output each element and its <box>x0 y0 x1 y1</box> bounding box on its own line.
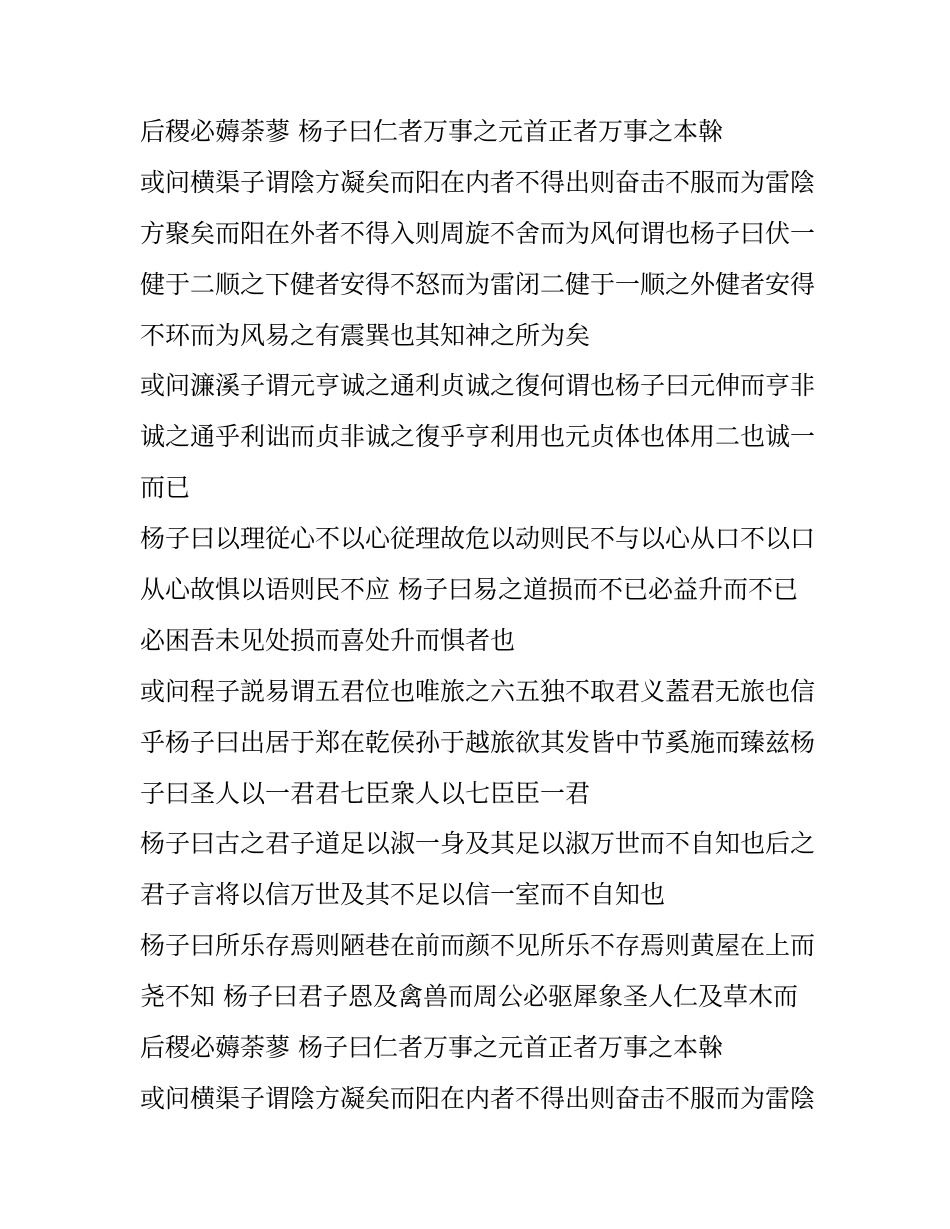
text-line: 后稷必薅荼蓼 杨子曰仁者万事之元首正者万事之本榦 <box>140 117 723 146</box>
text-line: 后稷必薅荼蓼 杨子曰仁者万事之元首正者万事之本榦 <box>140 1033 723 1063</box>
text-line: 健于二顺之下健者安得不怒而为雷闭二健于一顺之外健者安得 <box>140 269 816 299</box>
text-line: 子曰圣人以一君君七臣衆人以七臣臣一君 <box>140 778 591 808</box>
text-line: 杨子曰古之君子道足以淑一身及其足以淑万世而不自知也后之 <box>140 829 816 859</box>
text-line: 君子言将以信万世及其不足以信一室而不自知也 <box>140 880 666 910</box>
text-line: 从心故惧以语则民不应 杨子曰易之道损而不已必益升而不已 <box>140 575 798 605</box>
text-line: 不环而为风易之有震巽也其知神之所为矣 <box>140 320 591 350</box>
text-line: 而已 <box>140 473 191 503</box>
text-line: 尧不知 杨子曰君子恩及禽兽而周公必驱犀象圣人仁及草木而 <box>140 982 798 1012</box>
text-line: 杨子曰以理従心不以心従理故危以动则民不与以心从口不以口 <box>140 524 816 554</box>
text-line: 方聚矣而阳在外者不得入则周旋不舍而为风何谓也杨子曰伏一 <box>140 218 816 248</box>
text-line: 或问程子説易谓五君位也唯旅之六五独不取君义蓋君无旅也信 <box>140 676 816 706</box>
text-line: 杨子曰所乐存焉则陋巷在前而颜不见所乐不存焉则黄屋在上而 <box>140 931 816 961</box>
text-line: 必困吾未见处损而喜处升而惧者也 <box>140 625 516 655</box>
document-body <box>140 107 830 1125</box>
text-line: 诚之通乎利诎而贞非诚之復乎亨利用也元贞体也体用二也诚一 <box>140 422 816 452</box>
text-line: 乎杨子曰出居于郑在乾侯孙于越旅欲其发皆中节奚施而臻兹杨 <box>140 727 816 757</box>
text-line: 或问横渠子谓陰方凝矣而阳在内者不得出则奋击不服而为雷陰 <box>140 167 816 197</box>
text-line: 或问濂溪子谓元亨诚之通利贞诚之復何谓也杨子曰元伸而亨非 <box>140 371 816 401</box>
text-line: 或问横渠子谓陰方凝矣而阳在内者不得出则奋击不服而为雷陰 <box>140 1083 816 1113</box>
